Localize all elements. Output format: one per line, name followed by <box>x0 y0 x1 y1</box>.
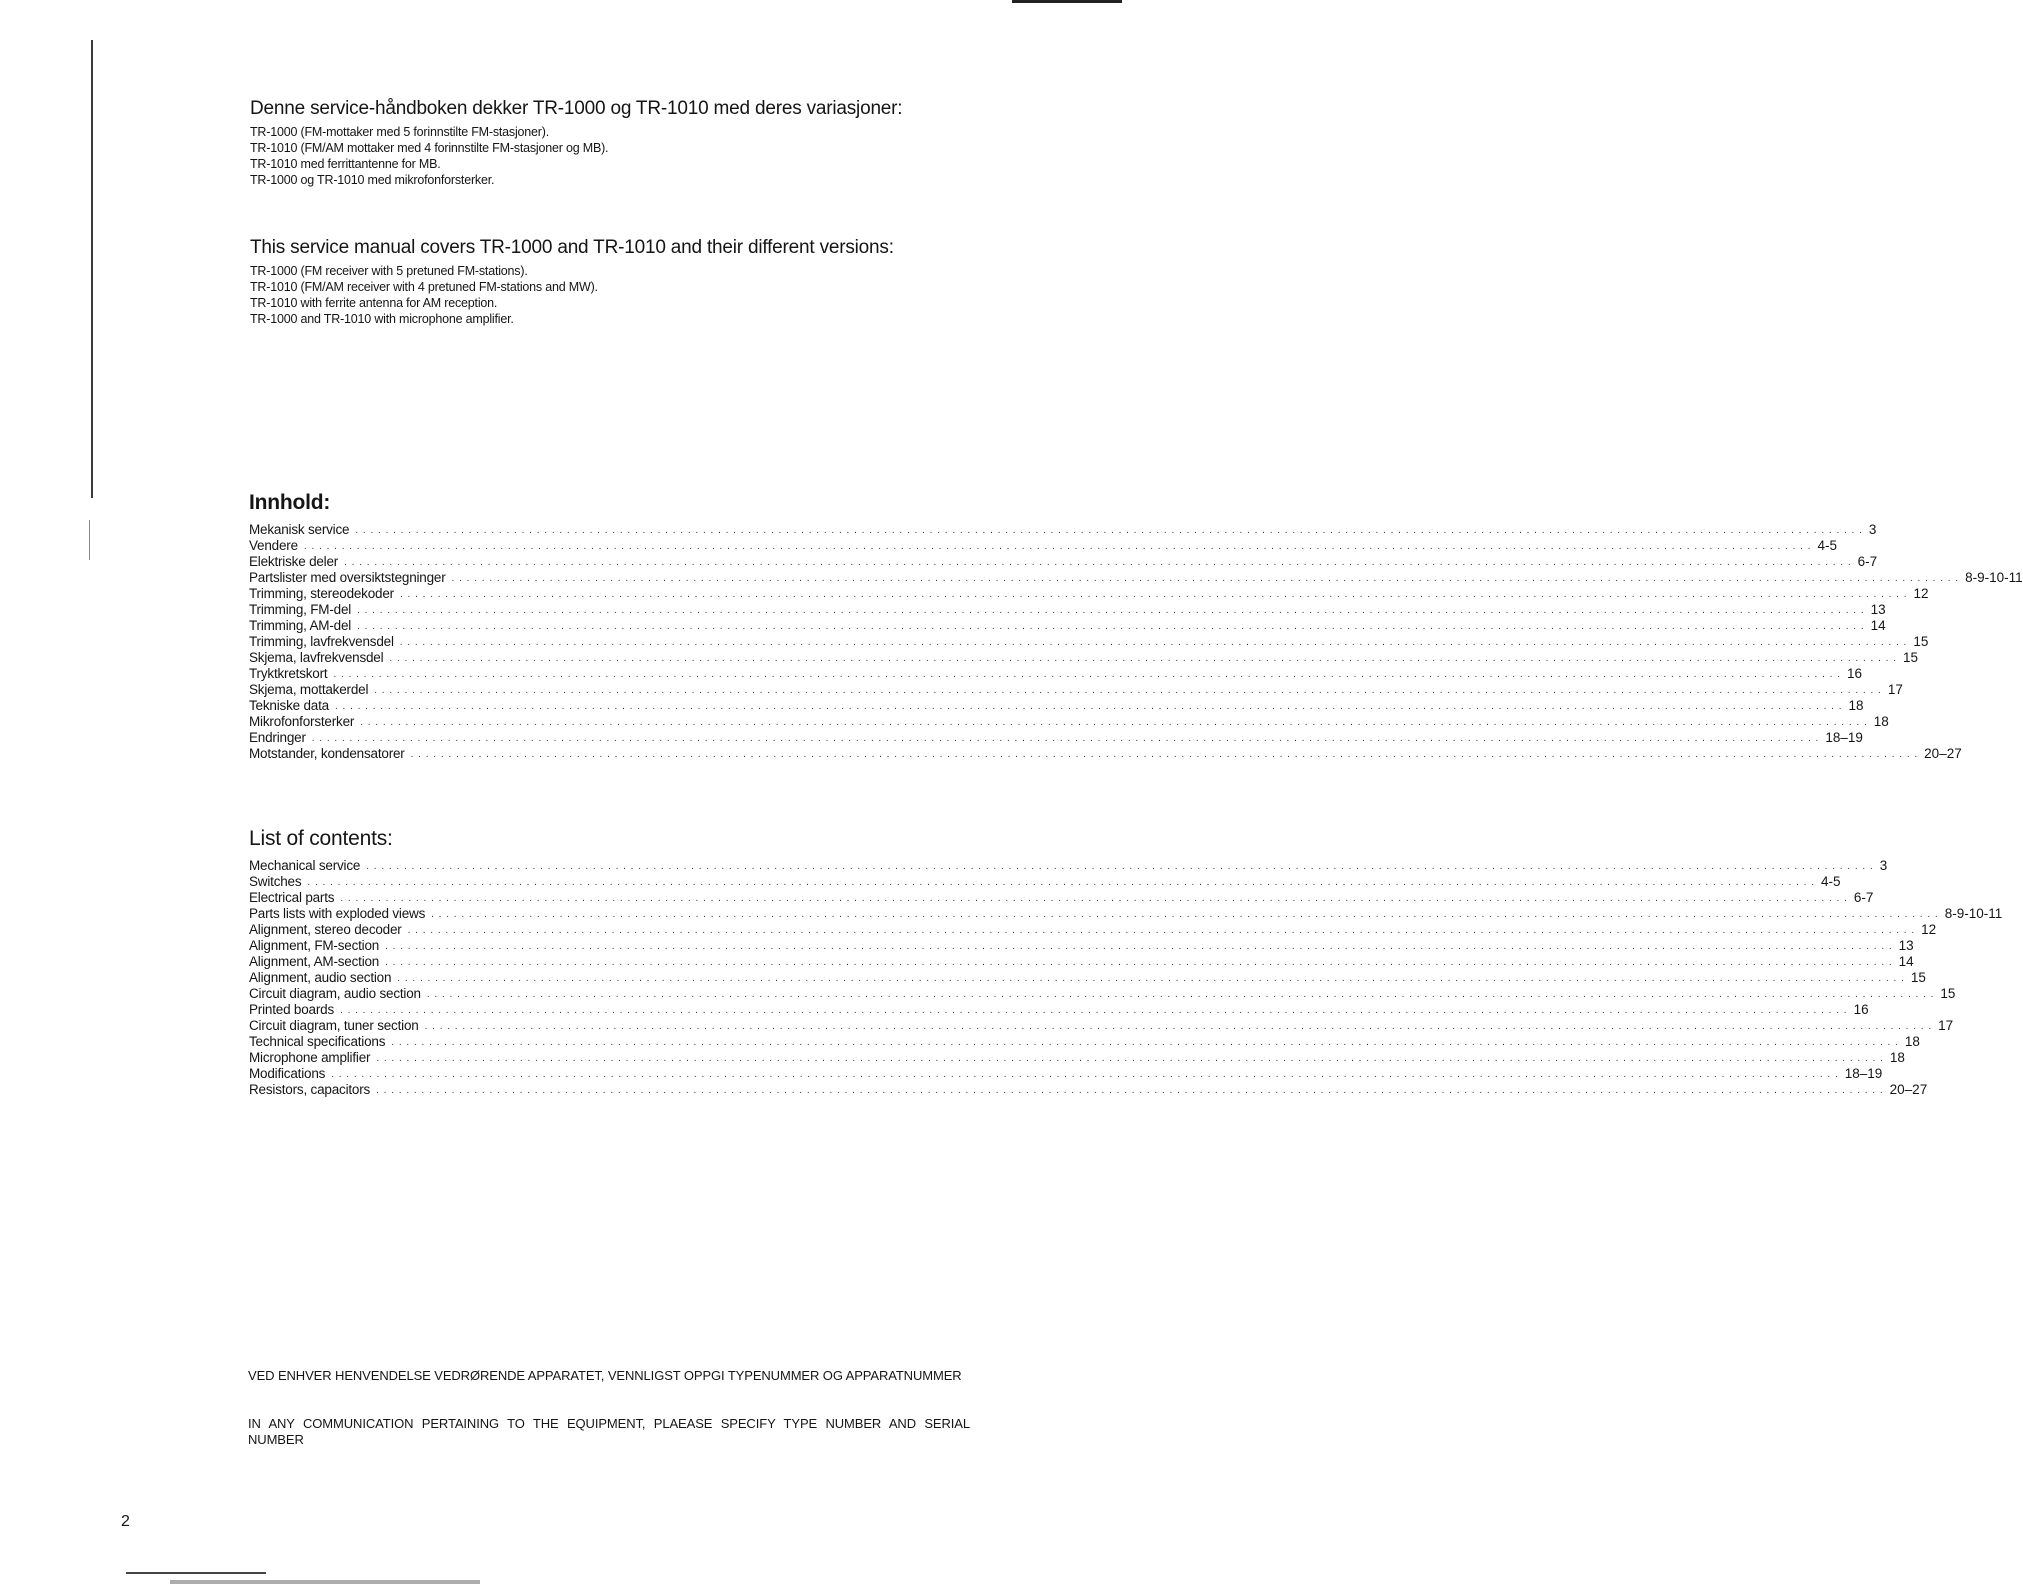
toc-entry <box>249 1002 1869 1018</box>
toc-leader-dots: . . . . . . . . . . . . . . . . . . . . . . . . . . . . . . . . . . . . . . . . . . . . . . . . . . . . . . . . . . . . . . . . . . . . . . . . . . . . . . . . . . . . . . . . . . . . . . . . . . . . . . . . . . . . . . . . . . . . . . . . . . . . . . . . . . . . . . . . . . . . . . . . . . . . . . . . . . . . . . . . . . . . . . . . . . . . . . . . . . . . . . . . . . . . . . . . . . . . . . . . <box>331 1069 1839 1080</box>
toc-entry-label: Alignment, stereo decoder <box>249 922 402 937</box>
toc-leader-dots: . . . . . . . . . . . . . . . . . . . . . . . . . . . . . . . . . . . . . . . . . . . . . . . . . . . . . . . . . . . . . . . . . . . . . . . . . . . . . . . . . . . . . . . . . . . . . . . . . . . . . . . . . . . . . . . . . . . . . . . . . . . . . . . . . . . . . . . . . . . . . . . . . . . . . . . . . . . . . . . . . . . . . . . . . . . . . . . . . . . . . . . . . . . . . . . . . . . . . . . . <box>376 1085 1884 1096</box>
toc-entry-page: 4-5 <box>1820 874 1841 889</box>
toc-entry <box>249 938 1914 954</box>
intro-norwegian-heading: Denne service-håndboken dekker TR-1000 og TR-1010 med deres variasjoner: <box>250 98 903 119</box>
toc-entry-label: Mikrofonforsterker <box>249 714 355 729</box>
intro-english <box>250 236 970 327</box>
toc-entry-label: Skjema, lavfrekvensdel <box>249 650 384 665</box>
toc-leader-dots: . . . . . . . . . . . . . . . . . . . . . . . . . . . . . . . . . . . . . . . . . . . . . . . . . . . . . . . . . . . . . . . . . . . . . . . . . . . . . . . . . . . . . . . . . . . . . . . . . . . . . . . . . . . . . . . . . . . . . . . . . . . . . . . . . . . . . . . . . . . . . . . . . . . . . . . . . . . . . . . . . . . . . . . . . . . . . . . . . . . . . . . . . . . . . . . . . . . . . . . . <box>385 957 1893 968</box>
toc-entry-page: 14 <box>1870 618 1886 633</box>
toc-entry <box>249 906 2003 922</box>
toc-entry <box>249 1050 1905 1066</box>
toc-entry <box>249 730 1863 746</box>
toc-entry-page: 4-5 <box>1817 538 1837 553</box>
toc-entry-label: Resistors, capacitors <box>249 1082 371 1097</box>
intro-english-heading: This service manual covers TR-1000 and TR-1010 and their different versions: <box>250 237 894 258</box>
toc-entry-label: Microphone amplifier <box>249 1050 371 1065</box>
intro-norwegian-line: TR-1000 og TR-1010 med mikrofonforsterker. <box>250 173 495 187</box>
toc-entry-label: Circuit diagram, audio section <box>249 986 421 1001</box>
toc-entry <box>249 970 1926 986</box>
toc-entry-label: Alignment, audio section <box>249 970 392 985</box>
toc-entry <box>249 922 1937 938</box>
toc-entry <box>249 666 1863 682</box>
toc-leader-dots: . . . . . . . . . . . . . . . . . . . . . . . . . . . . . . . . . . . . . . . . . . . . . . . . . . . . . . . . . . . . . . . . . . . . . . . . . . . . . . . . . . . . . . . . . . . . . . . . . . . . . . . . . . . . . . . . . . . . . . . . . . . . . . . . . . . . . . . . . . . . . . . . . . . . . . . . . . . . . . . . . . . . . . . . . . . . . . . . . . . . . . . . . . . . . . . . . . . . . . . . <box>374 685 1882 696</box>
scan-artifact-bottom-blur <box>170 1580 480 1584</box>
toc-english <box>249 826 2003 1098</box>
intro-english-line: TR-1000 and TR-1010 with microphone amplifier. <box>250 312 514 326</box>
toc-entry <box>249 986 1956 1002</box>
toc-entry-label: Tekniske data <box>249 698 329 713</box>
toc-entry-label: Endringer <box>249 730 306 745</box>
toc-entry-page: 15 <box>1902 650 1919 665</box>
toc-entry-page: 15 <box>1940 986 1956 1001</box>
toc-entry <box>249 618 1886 634</box>
toc-norwegian-list <box>249 522 2023 762</box>
toc-leader-dots: . . . . . . . . . . . . . . . . . . . . . . . . . . . . . . . . . . . . . . . . . . . . . . . . . . . . . . . . . . . . . . . . . . . . . . . . . . . . . . . . . . . . . . . . . . . . . . . . . . . . . . . . . . . . . . . . . . . . . . . . . . . . . . . . . . . . . . . . . . . . . . . . . . . . . . . . . . . . . . . . . . . . . . . . . . . . . . . . . . . . . . . . . . . . . . . . . . . . . . . . <box>410 749 1919 760</box>
toc-entry-page: 12 <box>1921 922 1937 937</box>
toc-leader-dots: . . . . . . . . . . . . . . . . . . . . . . . . . . . . . . . . . . . . . . . . . . . . . . . . . . . . . . . . . . . . . . . . . . . . . . . . . . . . . . . . . . . . . . . . . . . . . . . . . . . . . . . . . . . . . . . . . . . . . . . . . . . . . . . . . . . . . . . . . . . . . . . . . . . . . . . . . . . . . . . . . . . . . . . . . . . . . . . . . . . . . . . . . . . . . . . . . . . . . . . . <box>407 925 1916 936</box>
toc-leader-dots: . . . . . . . . . . . . . . . . . . . . . . . . . . . . . . . . . . . . . . . . . . . . . . . . . . . . . . . . . . . . . . . . . . . . . . . . . . . . . . . . . . . . . . . . . . . . . . . . . . . . . . . . . . . . . . . . . . . . . . . . . . . . . . . . . . . . . . . . . . . . . . . . . . . . . . . . . . . . . . . . . . . . . . . . . . . . . . . . . . . . . . . . . . . . . . . . . . . . . . . . <box>391 1037 1899 1048</box>
toc-entry-label: Alignment, AM-section <box>249 954 380 969</box>
toc-entry-label: Vendere <box>249 538 298 553</box>
toc-entry <box>249 1066 1883 1082</box>
toc-entry <box>249 554 1878 570</box>
toc-entry-label: Trimming, AM-del <box>249 618 352 633</box>
toc-entry-page: 17 <box>1938 1018 1954 1033</box>
toc-entry <box>249 1034 1920 1050</box>
toc-entry-page: 15 <box>1910 970 1926 985</box>
toc-entry <box>249 746 1962 762</box>
toc-entry <box>249 890 1874 906</box>
toc-leader-dots: . . . . . . . . . . . . . . . . . . . . . . . . . . . . . . . . . . . . . . . . . . . . . . . . . . . . . . . . . . . . . . . . . . . . . . . . . . . . . . . . . . . . . . . . . . . . . . . . . . . . . . . . . . . . . . . . . . . . . . . . . . . . . . . . . . . . . . . . . . . . . . . . . . . . . . . . . . . . . . . . . . . . . . . . . . . . . . . . . . . . . . . . . . . . . . . . . . . . . . . . <box>344 557 1852 568</box>
toc-entry-label: Partslister med oversiktstegninger <box>249 570 446 585</box>
intro-norwegian <box>250 97 970 188</box>
scan-artifact-left-line-short <box>89 520 90 560</box>
toc-entry-page: 18 <box>1848 698 1864 713</box>
toc-entry-label: Skjema, mottakerdel <box>249 682 369 697</box>
toc-leader-dots: . . . . . . . . . . . . . . . . . . . . . . . . . . . . . . . . . . . . . . . . . . . . . . . . . . . . . . . . . . . . . . . . . . . . . . . . . . . . . . . . . . . . . . . . . . . . . . . . . . . . . . . . . . . . . . . . . . . . . . . . . . . . . . . . . . . . . . . . . . . . . . . . . . . . . . . . . . . . . . . . . . . . . . . . . . . . . . . . . . . . . . . . . . . . . . . . . . . . . . . . <box>399 589 1908 600</box>
toc-entry-page: 6-7 <box>1853 890 1874 905</box>
toc-entry <box>249 682 1903 698</box>
toc-english-title: List of contents: <box>249 827 393 850</box>
toc-leader-dots: . . . . . . . . . . . . . . . . . . . . . . . . . . . . . . . . . . . . . . . . . . . . . . . . . . . . . . . . . . . . . . . . . . . . . . . . . . . . . . . . . . . . . . . . . . . . . . . . . . . . . . . . . . . . . . . . . . . . . . . . . . . . . . . . . . . . . . . . . . . . . . . . . . . . . . . . . . . . . . . . . . . . . . . . . . . . . . . . . . . . . . . . . . . . . . . . . . . . . . . . <box>360 717 1868 728</box>
toc-entry-label: Elektriske deler <box>249 554 339 569</box>
toc-leader-dots: . . . . . . . . . . . . . . . . . . . . . . . . . . . . . . . . . . . . . . . . . . . . . . . . . . . . . . . . . . . . . . . . . . . . . . . . . . . . . . . . . . . . . . . . . . . . . . . . . . . . . . . . . . . . . . . . . . . . . . . . . . . . . . . . . . . . . . . . . . . . . . . . . . . . . . . . . . . . . . . . . . . . . . . . . . . . . . . . . . . . . . . . . . . . . . . . . . . . . . . . <box>357 621 1865 632</box>
toc-entry-label: Switches <box>249 874 302 889</box>
toc-entry-page: 18–19 <box>1825 730 1863 745</box>
intro-norwegian-line: TR-1000 (FM-mottaker med 5 forinnstilte FM-stasjoner). <box>250 125 550 139</box>
intro-english-line: TR-1010 with ferrite antenna for AM reception. <box>250 296 498 310</box>
notice-english: IN ANY COMMUNICATION PERTAINING TO THE EQUIPMENT, PLAEASE SPECIFY TYPE NUMBER AND SERIAL NUMBER <box>248 1416 970 1447</box>
toc-leader-dots: . . . . . . . . . . . . . . . . . . . . . . . . . . . . . . . . . . . . . . . . . . . . . . . . . . . . . . . . . . . . . . . . . . . . . . . . . . . . . . . . . . . . . . . . . . . . . . . . . . . . . . . . . . . . . . . . . . . . . . . . . . . . . . . . . . . . . . . . . . . . . . . . . . . . . . . . . . . . . . . . . . . . . . . . . . . . . . . . . . . . . . . . . . . . . . . . . . . . . . . . <box>334 701 1843 712</box>
toc-entry-label: Printed boards <box>249 1002 335 1017</box>
toc-entry-label: Trimming, lavfrekvensdel <box>249 634 394 649</box>
toc-leader-dots: . . . . . . . . . . . . . . . . . . . . . . . . . . . . . . . . . . . . . . . . . . . . . . . . . . . . . . . . . . . . . . . . . . . . . . . . . . . . . . . . . . . . . . . . . . . . . . . . . . . . . . . . . . . . . . . . . . . . . . . . . . . . . . . . . . . . . . . . . . . . . . . . . . . . . . . . . . . . . . . . . . . . . . . . . . . . . . . . . . . . . . . . . . . . . . . . . . . . . . . . <box>431 909 1939 920</box>
toc-entry <box>249 1082 1928 1098</box>
toc-entry-label: Motstander, kondensatorer <box>249 746 405 761</box>
toc-entry-label: Electrical parts <box>249 890 335 905</box>
toc-entry-label: Trimming, stereodekoder <box>249 586 394 601</box>
toc-entry-page: 20–27 <box>1924 746 1962 761</box>
toc-leader-dots: . . . . . . . . . . . . . . . . . . . . . . . . . . . . . . . . . . . . . . . . . . . . . . . . . . . . . . . . . . . . . . . . . . . . . . . . . . . . . . . . . . . . . . . . . . . . . . . . . . . . . . . . . . . . . . . . . . . . . . . . . . . . . . . . . . . . . . . . . . . . . . . . . . . . . . . . . . . . . . . . . . . . . . . . . . . . . . . . . . . . . . . . . . . . . . . . . . . . . . . . <box>340 893 1848 904</box>
toc-entry-page: 13 <box>1870 602 1886 617</box>
toc-leader-dots: . . . . . . . . . . . . . . . . . . . . . . . . . . . . . . . . . . . . . . . . . . . . . . . . . . . . . . . . . . . . . . . . . . . . . . . . . . . . . . . . . . . . . . . . . . . . . . . . . . . . . . . . . . . . . . . . . . . . . . . . . . . . . . . . . . . . . . . . . . . . . . . . . . . . . . . . . . . . . . . . . . . . . . . . . . . . . . . . . . . . . . . . . . . . . . . . . . . . . . . . <box>389 653 1897 664</box>
toc-entry-label: Tryktkretskort <box>249 666 328 681</box>
toc-leader-dots: . . . . . . . . . . . . . . . . . . . . . . . . . . . . . . . . . . . . . . . . . . . . . . . . . . . . . . . . . . . . . . . . . . . . . . . . . . . . . . . . . . . . . . . . . . . . . . . . . . . . . . . . . . . . . . . . . . . . . . . . . . . . . . . . . . . . . . . . . . . . . . . . . . . . . . . . . . . . . . . . . . . . . . . . . . . . . . . . . . . . . . . . . . . . . . . . . . . . . . . . <box>303 541 1812 552</box>
toc-english-list <box>249 858 2003 1098</box>
toc-entry-label: Mekanisk service <box>249 522 350 537</box>
toc-entry-page: 17 <box>1887 682 1903 697</box>
toc-leader-dots: . . . . . . . . . . . . . . . . . . . . . . . . . . . . . . . . . . . . . . . . . . . . . . . . . . . . . . . . . . . . . . . . . . . . . . . . . . . . . . . . . . . . . . . . . . . . . . . . . . . . . . . . . . . . . . . . . . . . . . . . . . . . . . . . . . . . . . . . . . . . . . . . . . . . . . . . . . . . . . . . . . . . . . . . . . . . . . . . . . . . . . . . . . . . . . . . . . . . . . . . <box>357 605 1865 616</box>
toc-entry-label: Technical specifications <box>249 1034 386 1049</box>
toc-leader-dots: . . . . . . . . . . . . . . . . . . . . . . . . . . . . . . . . . . . . . . . . . . . . . . . . . . . . . . . . . . . . . . . . . . . . . . . . . . . . . . . . . . . . . . . . . . . . . . . . . . . . . . . . . . . . . . . . . . . . . . . . . . . . . . . . . . . . . . . . . . . . . . . . . . . . . . . . . . . . . . . . . . . . . . . . . . . . . . . . . . . . . . . . . . . . . . . . . . . . . . . . <box>307 877 1815 888</box>
toc-entry-page: 14 <box>1898 954 1914 969</box>
toc-entry <box>249 602 1886 618</box>
toc-entry-page: 3 <box>1879 858 1888 873</box>
toc-entry-page: 6-7 <box>1857 554 1878 569</box>
toc-entry <box>249 586 1929 602</box>
toc-entry <box>249 522 1877 538</box>
toc-entry <box>249 570 2023 586</box>
toc-leader-dots: . . . . . . . . . . . . . . . . . . . . . . . . . . . . . . . . . . . . . . . . . . . . . . . . . . . . . . . . . . . . . . . . . . . . . . . . . . . . . . . . . . . . . . . . . . . . . . . . . . . . . . . . . . . . . . . . . . . . . . . . . . . . . . . . . . . . . . . . . . . . . . . . . . . . . . . . . . . . . . . . . . . . . . . . . . . . . . . . . . . . . . . . . . . . . . . . . . . . . . . . <box>333 669 1842 680</box>
page-number: 2 <box>121 1513 130 1530</box>
scan-artifact-bottom <box>126 1572 266 1574</box>
toc-entry-label: Trimming, FM-del <box>249 602 352 617</box>
intro-english-line: TR-1000 (FM receiver with 5 pretuned FM-stations). <box>250 264 528 278</box>
toc-entry-page: 12 <box>1913 586 1929 601</box>
toc-leader-dots: . . . . . . . . . . . . . . . . . . . . . . . . . . . . . . . . . . . . . . . . . . . . . . . . . . . . . . . . . . . . . . . . . . . . . . . . . . . . . . . . . . . . . . . . . . . . . . . . . . . . . . . . . . . . . . . . . . . . . . . . . . . . . . . . . . . . . . . . . . . . . . . . . . . . . . . . . . . . . . . . . . . . . . . . . . . . . . . . . . . . . . . . . . . . . . . . . . . . . . . . <box>376 1053 1884 1064</box>
toc-entry-page: 18 <box>1873 714 1889 729</box>
toc-leader-dots: . . . . . . . . . . . . . . . . . . . . . . . . . . . . . . . . . . . . . . . . . . . . . . . . . . . . . . . . . . . . . . . . . . . . . . . . . . . . . . . . . . . . . . . . . . . . . . . . . . . . . . . . . . . . . . . . . . . . . . . . . . . . . . . . . . . . . . . . . . . . . . . . . . . . . . . . . . . . . . . . . . . . . . . . . . . . . . . . . . . . . . . . . . . . . . . . . . . . . . . . <box>366 861 1874 872</box>
toc-entry-page: 16 <box>1847 666 1863 681</box>
toc-entry <box>249 538 1837 554</box>
toc-norwegian <box>249 490 2023 762</box>
toc-entry-page: 3 <box>1868 522 1877 537</box>
toc-leader-dots: . . . . . . . . . . . . . . . . . . . . . . . . . . . . . . . . . . . . . . . . . . . . . . . . . . . . . . . . . . . . . . . . . . . . . . . . . . . . . . . . . . . . . . . . . . . . . . . . . . . . . . . . . . . . . . . . . . . . . . . . . . . . . . . . . . . . . . . . . . . . . . . . . . . . . . . . . . . . . . . . . . . . . . . . . . . . . . . . . . . . . . . . . . . . . . . . . . . . . . . . <box>311 733 1820 744</box>
toc-entry <box>249 1018 1954 1034</box>
toc-entry-page: 13 <box>1898 938 1914 953</box>
intro-english-line: TR-1010 (FM/AM receiver with 4 pretuned FM-stations and MW). <box>250 280 598 294</box>
scan-artifact-top <box>1012 0 1122 3</box>
toc-entry-page: 15 <box>1913 634 1929 649</box>
toc-entry-label: Circuit diagram, tuner section <box>249 1018 419 1033</box>
toc-entry-page: 18–19 <box>1844 1066 1883 1081</box>
toc-entry <box>249 874 1841 890</box>
toc-entry <box>249 714 1889 730</box>
toc-entry-label: Modifications <box>249 1066 326 1081</box>
toc-entry-page: 20–27 <box>1889 1082 1928 1097</box>
toc-entry <box>249 634 1929 650</box>
toc-leader-dots: . . . . . . . . . . . . . . . . . . . . . . . . . . . . . . . . . . . . . . . . . . . . . . . . . . . . . . . . . . . . . . . . . . . . . . . . . . . . . . . . . . . . . . . . . . . . . . . . . . . . . . . . . . . . . . . . . . . . . . . . . . . . . . . . . . . . . . . . . . . . . . . . . . . . . . . . . . . . . . . . . . . . . . . . . . . . . . . . . . . . . . . . . . . . . . . . . . . . . . . . <box>397 973 1905 984</box>
toc-leader-dots: . . . . . . . . . . . . . . . . . . . . . . . . . . . . . . . . . . . . . . . . . . . . . . . . . . . . . . . . . . . . . . . . . . . . . . . . . . . . . . . . . . . . . . . . . . . . . . . . . . . . . . . . . . . . . . . . . . . . . . . . . . . . . . . . . . . . . . . . . . . . . . . . . . . . . . . . . . . . . . . . . . . . . . . . . . . . . . . . . . . . . . . . . . . . . . . . . . . . . . . . <box>355 525 1863 536</box>
toc-norwegian-title: Innhold: <box>249 491 331 514</box>
toc-entry-label: Alignment, FM-section <box>249 938 380 953</box>
toc-entry-page: 8-9-10-11 <box>1944 906 2003 921</box>
toc-leader-dots: . . . . . . . . . . . . . . . . . . . . . . . . . . . . . . . . . . . . . . . . . . . . . . . . . . . . . . . . . . . . . . . . . . . . . . . . . . . . . . . . . . . . . . . . . . . . . . . . . . . . . . . . . . . . . . . . . . . . . . . . . . . . . . . . . . . . . . . . . . . . . . . . . . . . . . . . . . . . . . . . . . . . . . . . . . . . . . . . . . . . . . . . . . . . . . . . . . . . . . . . <box>340 1005 1848 1016</box>
toc-entry-page: 16 <box>1853 1002 1869 1017</box>
toc-leader-dots: . . . . . . . . . . . . . . . . . . . . . . . . . . . . . . . . . . . . . . . . . . . . . . . . . . . . . . . . . . . . . . . . . . . . . . . . . . . . . . . . . . . . . . . . . . . . . . . . . . . . . . . . . . . . . . . . . . . . . . . . . . . . . . . . . . . . . . . . . . . . . . . . . . . . . . . . . . . . . . . . . . . . . . . . . . . . . . . . . . . . . . . . . . . . . . . . . . . . . . . . <box>399 637 1908 648</box>
intro-norwegian-line: TR-1010 med ferrittantenne for MB. <box>250 157 441 171</box>
scan-artifact-left-line <box>91 40 93 498</box>
notice-norwegian: VED ENHVER HENVENDELSE VEDRØRENDE APPARATET, VENNLIGST OPPGI TYPENUMMER OG APPARATNUMMER <box>248 1368 962 1383</box>
toc-entry-page: 18 <box>1904 1034 1920 1049</box>
toc-entry <box>249 650 1919 666</box>
intro-norwegian-line: TR-1010 (FM/AM mottaker med 4 forinnstilte FM-stasjoner og MB). <box>250 141 609 155</box>
toc-leader-dots: . . . . . . . . . . . . . . . . . . . . . . . . . . . . . . . . . . . . . . . . . . . . . . . . . . . . . . . . . . . . . . . . . . . . . . . . . . . . . . . . . . . . . . . . . . . . . . . . . . . . . . . . . . . . . . . . . . . . . . . . . . . . . . . . . . . . . . . . . . . . . . . . . . . . . . . . . . . . . . . . . . . . . . . . . . . . . . . . . . . . . . . . . . . . . . . . . . . . . . . . <box>385 941 1893 952</box>
toc-entry-page: 8-9-10-11 <box>1965 570 2023 585</box>
toc-entry-label: Parts lists with exploded views <box>249 906 426 921</box>
toc-leader-dots: . . . . . . . . . . . . . . . . . . . . . . . . . . . . . . . . . . . . . . . . . . . . . . . . . . . . . . . . . . . . . . . . . . . . . . . . . . . . . . . . . . . . . . . . . . . . . . . . . . . . . . . . . . . . . . . . . . . . . . . . . . . . . . . . . . . . . . . . . . . . . . . . . . . . . . . . . . . . . . . . . . . . . . . . . . . . . . . . . . . . . . . . . . . . . . . . . . . . . . . . <box>451 573 1960 584</box>
toc-entry-page: 18 <box>1889 1050 1905 1065</box>
toc-leader-dots: . . . . . . . . . . . . . . . . . . . . . . . . . . . . . . . . . . . . . . . . . . . . . . . . . . . . . . . . . . . . . . . . . . . . . . . . . . . . . . . . . . . . . . . . . . . . . . . . . . . . . . . . . . . . . . . . . . . . . . . . . . . . . . . . . . . . . . . . . . . . . . . . . . . . . . . . . . . . . . . . . . . . . . . . . . . . . . . . . . . . . . . . . . . . . . . . . . . . . . . . <box>424 1021 1933 1032</box>
toc-entry <box>249 858 1888 874</box>
toc-entry <box>249 698 1864 714</box>
toc-entry <box>249 954 1914 970</box>
toc-leader-dots: . . . . . . . . . . . . . . . . . . . . . . . . . . . . . . . . . . . . . . . . . . . . . . . . . . . . . . . . . . . . . . . . . . . . . . . . . . . . . . . . . . . . . . . . . . . . . . . . . . . . . . . . . . . . . . . . . . . . . . . . . . . . . . . . . . . . . . . . . . . . . . . . . . . . . . . . . . . . . . . . . . . . . . . . . . . . . . . . . . . . . . . . . . . . . . . . . . . . . . . . <box>426 989 1935 1000</box>
toc-entry-label: Mechanical service <box>249 858 361 873</box>
